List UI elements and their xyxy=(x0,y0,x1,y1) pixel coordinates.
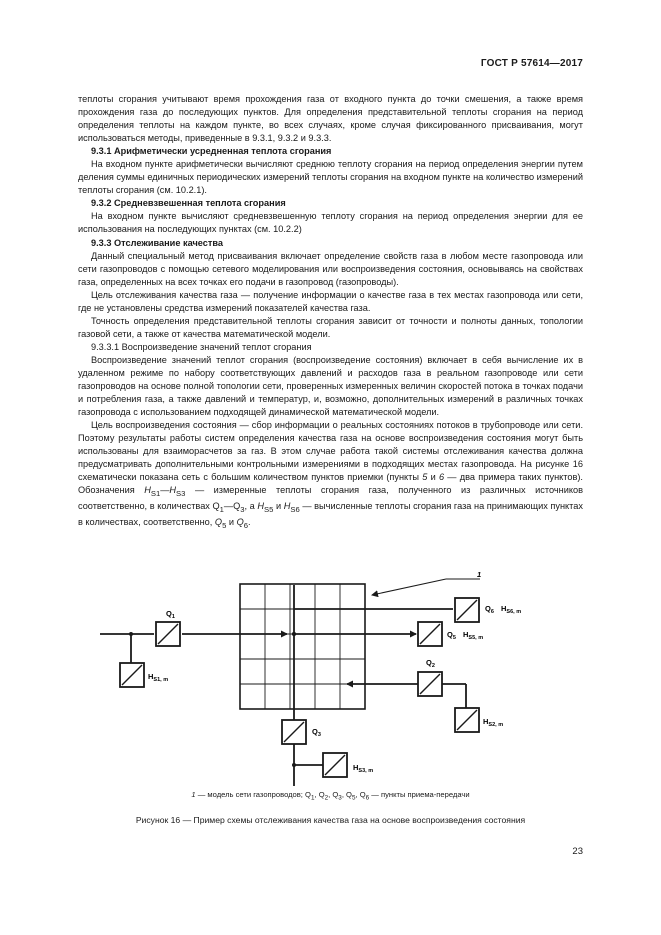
section-heading-9-3-1: 9.3.1 Арифметически усредненная теплота сгорания xyxy=(91,146,332,157)
label-hs1: $H_{S1, m}$ xyxy=(148,672,169,683)
meter-hs2 xyxy=(455,708,479,732)
meter-q1 xyxy=(156,622,180,646)
label-q3: $Q_3$ xyxy=(312,727,321,738)
callout-label: 1 xyxy=(477,570,482,579)
section-heading-9-3-2: 9.3.2 Средневзвешенная теплота сгорания xyxy=(91,198,286,209)
paragraph: Воспроизведение значений теплот сгорания (воспроизведение состояния) включает в себя вычисление их в удаленном режиме по набору соответствующих давлений и расходов газа в реальном газопроводе или сети газопроводов на основе полной топологии сети, проверенных измеренных величин скоростей потока в точках подачи и потребления газа, а также давлений и температур, и, возможно, дополнительных измерений в различных точках газопровода с использованием подходящей динамической математической модели. xyxy=(78,354,583,418)
junction-dot xyxy=(129,632,133,636)
meter-q6 xyxy=(455,598,479,622)
label-q1: $Q_1$ xyxy=(166,609,175,620)
network-model-grid xyxy=(240,584,365,709)
paragraph: Цель отслеживания качества газа — получение информации о качестве газа в тех местах газопровода или сети, где не установлены средства измерений показателей качества газа. xyxy=(78,289,583,313)
junction-dot xyxy=(292,763,296,767)
document-header: ГОСТ Р 57614—2017 xyxy=(480,58,583,69)
paragraph: Данный специальный метод присваивания включает определение свойств газа в любом месте газопровода или сети газопроводов с помощью сетевого моделирования или воспроизведения состояния, основываясь на свойствах газа, определенных на всех точках его подачи в газопровод (газопроводы). xyxy=(78,250,583,287)
meter-hs3 xyxy=(323,753,347,777)
page-number: 23 xyxy=(572,846,583,857)
label-q2: $Q_2$ xyxy=(426,658,435,669)
paragraph: На входном пункте арифметически вычисляют среднюю теплоту сгорания на период определения энергии путем деления суммы единичных периодических измерений теплоты сгорания на входном пункте на количество измерений теплоты сгорания (см. 10.2.1). xyxy=(78,159,583,196)
paragraph-figure-reference: Цель воспроизведения состояния — сбор информации о реальных состояниях потоков в трубопроводе или сети. Поэтому результаты работы систем определения качества газа на основе воспроизведения состояния могут быть использованы для взаиморасчетов за газ. В этом случае работа такой системы отслеживания качества должна предусматривать дополнительными контрольными измерениями в подходящих местах газопровода. На рисунке 16 схематически показана сеть с большим количеством пунктов приемки (пункты 5 и 6 — два примера таких пунктов). Обозначения $H_{S1}—H_{S3}$ — измеренные теплоты сгорания газа, полученного из различных источников соответственно, в количествах $Q_1—Q_3$, а $H_{S5}$ и $H_{S6}$ — вычисленные теплоты сгорания газа на принимающих пунктах в количествах, соответственно, $Q_5$ и $Q_6$. xyxy=(78,420,583,530)
meter-q3 xyxy=(282,720,306,744)
meter-hs1 xyxy=(120,663,144,687)
label-q5: $Q_5$ xyxy=(447,630,456,641)
label-hs2: $H_{S2, m}$ xyxy=(483,717,504,728)
paragraph: теплоты сгорания учитывают время прохождения газа от входного пункта до точки смешения, а также время прохождения газа до последующих пунктов. Для определения представительной теплоты сгорания на период определения теплоты на каждом пункте, во всех случаях, кроме случая фиксированного присваивания, могут использоваться методы, приведенные в 9.3.1, 9.3.2 и 9.3.3. xyxy=(78,94,583,144)
paragraph: Точность определения представительной теплоты сгорания зависит от точности и полноты данных, топологии газовой сети, а также от качества математической модели. xyxy=(78,315,583,339)
subsection-heading-9-3-3-1: 9.3.3.1 Воспроизведение значений теплот сгорания xyxy=(91,341,312,352)
meter-q5 xyxy=(418,622,442,646)
label-hs3: $H_{S3, m}$ xyxy=(353,763,374,774)
label-hs6: $H_{S6, m}$ xyxy=(501,604,522,615)
figure-caption: Рисунок 16 — Пример схемы отслеживания качества газа на основе воспроизведения состояния xyxy=(135,815,526,825)
label-hs5: $H_{S5, m}$ xyxy=(463,630,484,641)
label-q6: $Q_6$ xyxy=(485,604,494,615)
section-heading-9-3-3: 9.3.3 Отслеживание качества xyxy=(91,237,224,248)
paragraph: На входном пункте вычисляют средневзвешенную теплоту сгорания на период определения энергии для ее использования на последующих пунктах (см. 10.2.2) xyxy=(78,211,583,235)
figure-legend: 1 — модель сети газопроводов; $Q_1$, $Q_2$, $Q_3$, $Q_5$, $Q_6$ — пункты приема-передачи xyxy=(191,790,470,802)
meter-q2 xyxy=(418,672,442,696)
callout-leader xyxy=(372,579,446,595)
